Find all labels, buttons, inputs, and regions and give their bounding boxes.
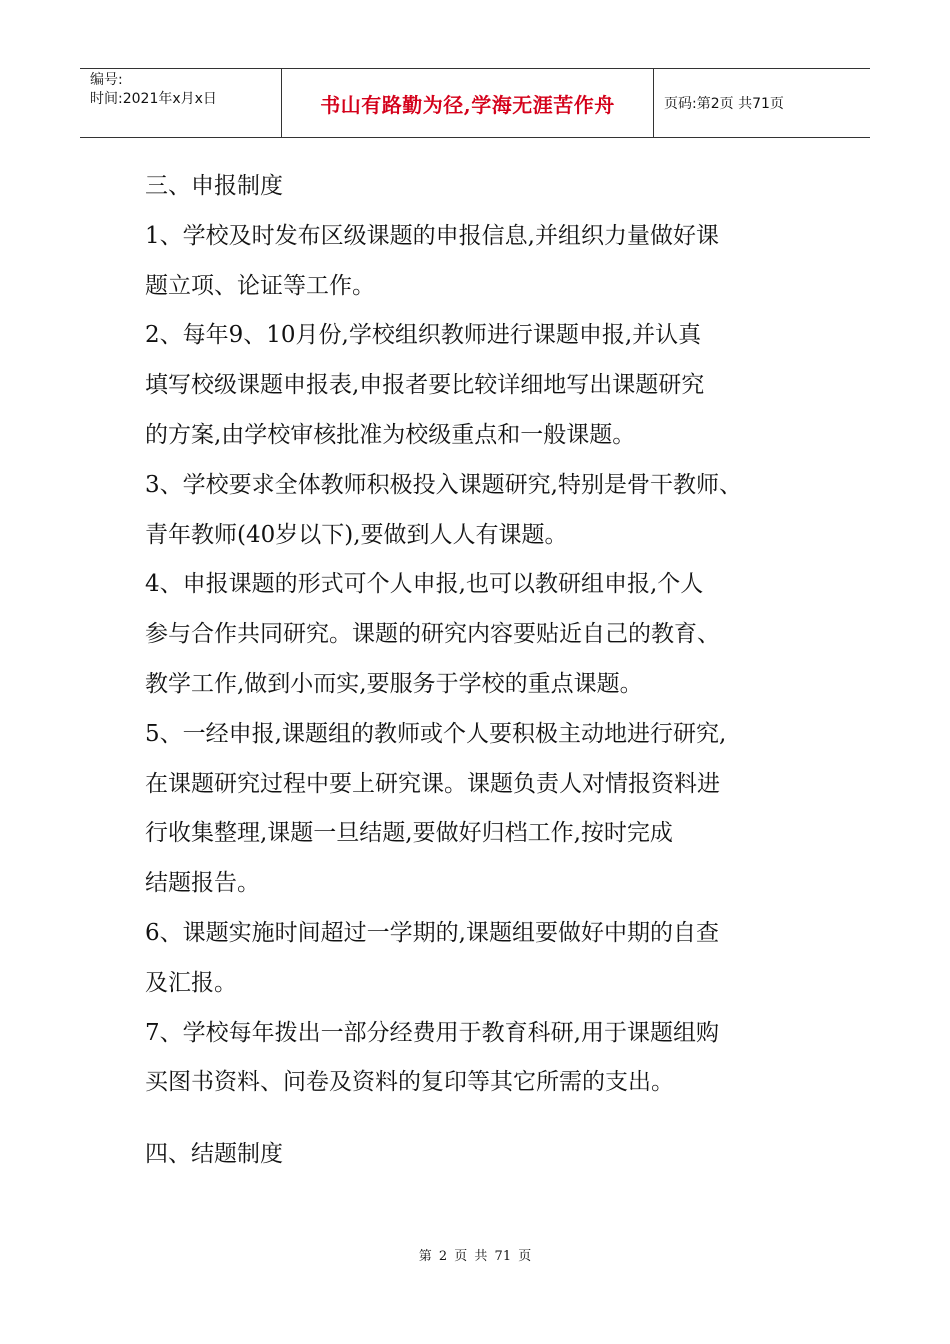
document-header: [80, 68, 870, 138]
section-heading-4: 四、结题制度: [145, 1141, 283, 1168]
header-meta-cell: [80, 69, 282, 137]
body-line: 参与合作共同研究。课题的研究内容要贴近自己的教育、: [145, 621, 720, 648]
document-number-label: 编号:: [90, 72, 123, 88]
header-page-info: 页码:第2页 共71页: [664, 96, 784, 112]
document-time-label: 时间:2021年x月x日: [90, 91, 217, 107]
body-line: 6、课题实施时间超过一学期的,课题组要做好中期的自查: [145, 919, 719, 946]
page-footer: 第 2 页 共 71 页: [418, 1249, 532, 1264]
body-line: 及汇报。: [145, 969, 237, 996]
body-line: 教学工作,做到小而实,要服务于学校的重点课题。: [145, 670, 643, 697]
body-line: 青年教师(40岁以下),要做到人人有课题。: [145, 521, 568, 548]
body-line: 5、一经申报,课题组的教师或个人要积极主动地进行研究,: [145, 720, 727, 747]
body-line: 在课题研究过程中要上研究课。课题负责人对情报资料进: [145, 770, 720, 797]
body-line: 结题报告。: [145, 870, 260, 897]
section-heading-3: 三、申报制度: [145, 173, 283, 199]
body-line: 1、学校及时发布区级课题的申报信息,并组织力量做好课: [145, 222, 719, 249]
header-motto: 书山有路勤为径,学海无涯苦作舟: [282, 69, 654, 137]
body-line: 的方案,由学校审核批准为校级重点和一般课题。: [145, 421, 636, 448]
body-line: 3、学校要求全体教师积极投入课题研究,特别是骨干教师、: [145, 471, 742, 498]
body-line: 4、申报课题的形式可个人申报,也可以教研组申报,个人: [145, 571, 704, 598]
body-line: 7、学校每年拨出一部分经费用于教育科研,用于课题组购: [145, 1019, 719, 1046]
body-line: 题立项、论证等工作。: [145, 272, 375, 299]
body-line: 行收集整理,课题一旦结题,要做好归档工作,按时完成: [145, 820, 673, 847]
body-line: 2、每年9、10月份,学校组织教师进行课题申报,并认真: [145, 322, 702, 349]
body-line: 买图书资料、问卷及资料的复印等其它所需的支出。: [145, 1069, 674, 1096]
document-body: [145, 162, 815, 1180]
body-line: 填写校级课题申报表,申报者要比较详细地写出课题研究: [145, 372, 705, 399]
